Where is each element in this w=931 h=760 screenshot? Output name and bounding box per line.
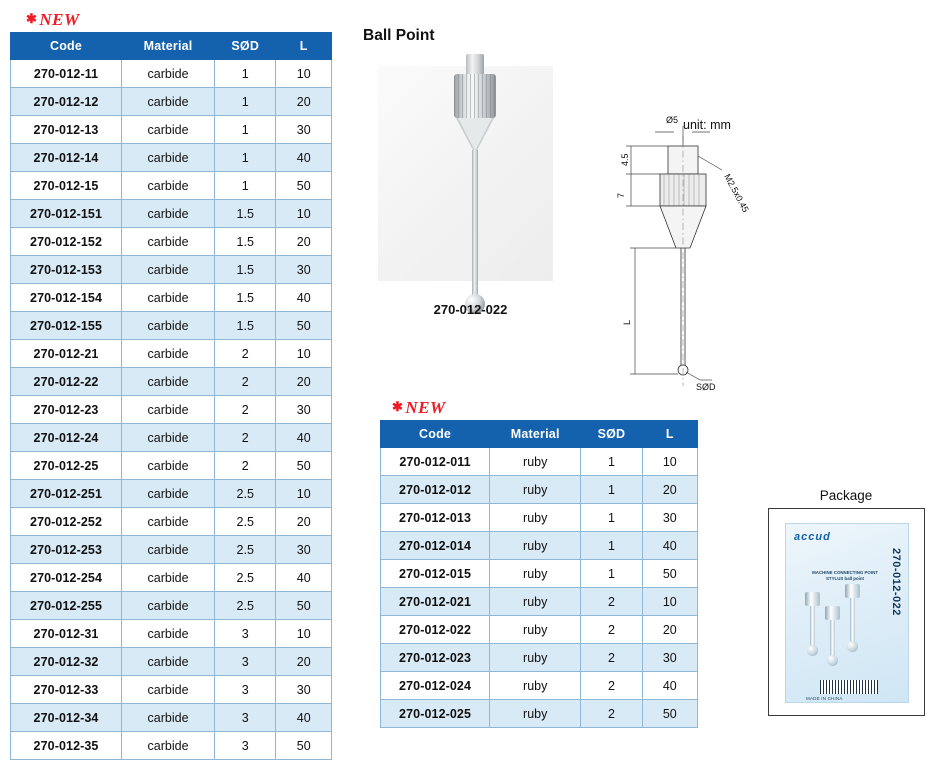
new-badge-carbide (26, 10, 80, 30)
unit-label: unit: mm (683, 118, 731, 132)
cell-l: 40 (276, 564, 332, 592)
cell-sod: 2 (581, 644, 642, 672)
cell-code: 270-012-255 (11, 592, 122, 620)
cell-l: 40 (276, 284, 332, 312)
cell-code: 270-012-31 (11, 620, 122, 648)
table-row (11, 144, 332, 172)
cell-code: 270-012-24 (11, 424, 122, 452)
probe-knurled-body (454, 74, 496, 118)
cell-l: 30 (276, 396, 332, 424)
cell-material: carbide (122, 648, 215, 676)
table-header-row (11, 33, 332, 60)
table-row (381, 588, 698, 616)
cell-l: 30 (276, 536, 332, 564)
cell-l: 20 (276, 228, 332, 256)
cell-l: 50 (276, 172, 332, 200)
cell-material: carbide (122, 340, 215, 368)
package-footer-text: MADE IN CHINA (806, 696, 843, 701)
cell-material: carbide (122, 60, 215, 88)
cell-sod: 1.5 (215, 284, 276, 312)
probe-cone-inner (458, 118, 492, 151)
cell-material: carbide (122, 480, 215, 508)
cell-sod: 1.5 (215, 256, 276, 284)
cell-l: 50 (276, 312, 332, 340)
cell-sod: 3 (215, 648, 276, 676)
cell-material: carbide (122, 536, 215, 564)
cell-material: carbide (122, 228, 215, 256)
cell-code: 270-012-33 (11, 676, 122, 704)
table-row (381, 700, 698, 728)
table-row (11, 60, 332, 88)
cell-code: 270-012-014 (381, 532, 490, 560)
probe-thread (466, 54, 484, 76)
package-probe-2 (830, 618, 835, 660)
cell-sod: 2 (581, 588, 642, 616)
table-row (11, 256, 332, 284)
cell-code: 270-012-023 (381, 644, 490, 672)
cell-sod: 2 (581, 616, 642, 644)
cell-l: 50 (276, 732, 332, 760)
cell-code: 270-012-155 (11, 312, 122, 340)
column-header-code: Code (381, 421, 490, 448)
cell-material: carbide (122, 676, 215, 704)
cell-sod: 1.5 (215, 228, 276, 256)
package-brand-logo: accud (794, 531, 831, 543)
table-row (11, 116, 332, 144)
cell-material: carbide (122, 592, 215, 620)
cell-code: 270-012-022 (381, 616, 490, 644)
cell-l: 20 (276, 368, 332, 396)
cell-l: 50 (642, 560, 697, 588)
cell-code: 270-012-32 (11, 648, 122, 676)
package-barcode (820, 680, 878, 694)
technical-drawing (600, 110, 800, 400)
table-row (11, 648, 332, 676)
new-badge-ruby-label: NEW (405, 398, 446, 417)
table-row (11, 172, 332, 200)
column-header-code: Code (11, 33, 122, 60)
cell-material: carbide (122, 312, 215, 340)
table-row (11, 620, 332, 648)
cell-code: 270-012-154 (11, 284, 122, 312)
cell-sod: 1 (215, 60, 276, 88)
cell-code: 270-012-13 (11, 116, 122, 144)
cell-code: 270-012-152 (11, 228, 122, 256)
cell-sod: 2.5 (215, 536, 276, 564)
cell-sod: 1 (581, 560, 642, 588)
table-row (381, 560, 698, 588)
table-row (11, 312, 332, 340)
cell-code: 270-012-012 (381, 476, 490, 504)
cell-l: 10 (276, 60, 332, 88)
package-blister (785, 523, 909, 703)
cell-code: 270-012-151 (11, 200, 122, 228)
package-probe-1 (810, 604, 815, 650)
cell-code: 270-012-251 (11, 480, 122, 508)
cell-code: 270-012-252 (11, 508, 122, 536)
cell-l: 50 (276, 592, 332, 620)
probe-head (805, 592, 820, 606)
cell-material: ruby (490, 672, 581, 700)
cell-l: 40 (276, 704, 332, 732)
cell-l: 40 (276, 144, 332, 172)
package-code: 270-012-022 (890, 548, 902, 616)
table-row (381, 504, 698, 532)
package-title: Package (819, 488, 873, 503)
cell-material: carbide (122, 704, 215, 732)
table-row (11, 564, 332, 592)
cell-material: ruby (490, 448, 581, 476)
table-row (381, 476, 698, 504)
cell-l: 20 (276, 88, 332, 116)
column-header-l: L (276, 33, 332, 60)
cell-l: 20 (642, 476, 697, 504)
cell-code: 270-012-14 (11, 144, 122, 172)
table-row (11, 200, 332, 228)
cell-sod: 2 (215, 396, 276, 424)
cell-material: ruby (490, 476, 581, 504)
cell-code: 270-012-34 (11, 704, 122, 732)
probe-head (845, 584, 860, 598)
cell-sod: 2 (581, 700, 642, 728)
cell-code: 270-012-024 (381, 672, 490, 700)
table-header-row (381, 421, 698, 448)
table-row (11, 480, 332, 508)
cell-sod: 2 (581, 672, 642, 700)
cell-l: 50 (642, 700, 697, 728)
cell-sod: 1 (581, 448, 642, 476)
table-row (11, 704, 332, 732)
table-row (381, 448, 698, 476)
cell-material: ruby (490, 700, 581, 728)
table-row (11, 228, 332, 256)
carbide-spec-table (10, 32, 332, 760)
cell-code: 270-012-12 (11, 88, 122, 116)
cell-l: 30 (276, 676, 332, 704)
table-row (11, 284, 332, 312)
cell-sod: 1 (215, 88, 276, 116)
cell-material: ruby (490, 532, 581, 560)
table-row (11, 592, 332, 620)
table-row (381, 672, 698, 700)
cell-code: 270-012-15 (11, 172, 122, 200)
cell-code: 270-012-153 (11, 256, 122, 284)
table-row (11, 452, 332, 480)
cell-sod: 3 (215, 620, 276, 648)
package-probe-3 (850, 596, 855, 646)
cell-l: 30 (642, 644, 697, 672)
dimension-tip: SØD (696, 382, 716, 392)
table-row (11, 508, 332, 536)
cell-code: 270-012-11 (11, 60, 122, 88)
cell-sod: 2 (215, 424, 276, 452)
cell-l: 40 (642, 532, 697, 560)
cell-sod: 3 (215, 732, 276, 760)
table-row (381, 616, 698, 644)
star-icon: ✱ (392, 399, 404, 414)
thread-label: M2.5x0.45 (722, 172, 751, 215)
cell-sod: 1 (215, 144, 276, 172)
cell-sod: 3 (215, 676, 276, 704)
cell-l: 40 (642, 672, 697, 700)
cell-material: carbide (122, 88, 215, 116)
cell-code: 270-012-021 (381, 588, 490, 616)
cell-sod: 2.5 (215, 592, 276, 620)
probe-stem (472, 150, 478, 300)
cell-sod: 2.5 (215, 508, 276, 536)
cell-code: 270-012-025 (381, 700, 490, 728)
cell-material: carbide (122, 564, 215, 592)
cell-material: ruby (490, 504, 581, 532)
cell-material: carbide (122, 200, 215, 228)
cell-l: 20 (276, 508, 332, 536)
new-badge-carbide-label: NEW (39, 10, 80, 29)
column-header-sod: SØD (581, 421, 642, 448)
new-badge-ruby (392, 398, 446, 418)
cell-l: 50 (276, 452, 332, 480)
cell-sod: 1 (581, 476, 642, 504)
cell-code: 270-012-25 (11, 452, 122, 480)
table-row (11, 340, 332, 368)
cell-l: 10 (276, 620, 332, 648)
cell-l: 20 (276, 648, 332, 676)
cell-code: 270-012-254 (11, 564, 122, 592)
package-description: MACHINE CONNECTING POINT STYLUS ball point (812, 570, 878, 581)
cell-code: 270-012-23 (11, 396, 122, 424)
cell-sod: 2.5 (215, 564, 276, 592)
cell-code: 270-012-35 (11, 732, 122, 760)
dimension-diameter: Ø5 (666, 115, 679, 125)
column-header-l: L (642, 421, 697, 448)
cell-sod: 2 (215, 452, 276, 480)
cell-code: 270-012-011 (381, 448, 490, 476)
table-row (11, 536, 332, 564)
dimension-head-height: 4.5 (620, 153, 630, 166)
table-row (11, 676, 332, 704)
cell-material: ruby (490, 616, 581, 644)
cell-l: 10 (276, 200, 332, 228)
cell-material: carbide (122, 424, 215, 452)
cell-sod: 1 (215, 116, 276, 144)
column-header-sod: SØD (215, 33, 276, 60)
cell-code: 270-012-015 (381, 560, 490, 588)
cell-l: 10 (276, 480, 332, 508)
cell-l: 10 (276, 340, 332, 368)
cell-material: carbide (122, 732, 215, 760)
cell-l: 10 (642, 588, 697, 616)
cell-material: carbide (122, 284, 215, 312)
column-header-material: Material (490, 421, 581, 448)
cell-sod: 1.5 (215, 312, 276, 340)
cell-material: carbide (122, 508, 215, 536)
dimension-length: L (622, 319, 632, 325)
probe-head (825, 606, 840, 620)
cell-code: 270-012-013 (381, 504, 490, 532)
dimension-knurl-height: 7 (616, 192, 626, 198)
cell-material: carbide (122, 116, 215, 144)
product-photo (378, 48, 563, 293)
table-row (11, 88, 332, 116)
cell-material: ruby (490, 560, 581, 588)
cell-material: carbide (122, 452, 215, 480)
cell-sod: 1 (581, 504, 642, 532)
cell-sod: 3 (215, 704, 276, 732)
table-row (11, 732, 332, 760)
cell-material: carbide (122, 396, 215, 424)
cell-l: 20 (642, 616, 697, 644)
table-row (11, 368, 332, 396)
cell-sod: 2.5 (215, 480, 276, 508)
cell-sod: 1 (581, 532, 642, 560)
cell-material: carbide (122, 368, 215, 396)
cell-sod: 2 (215, 340, 276, 368)
package-image (768, 508, 925, 716)
cell-material: ruby (490, 588, 581, 616)
cell-l: 30 (642, 504, 697, 532)
cell-code: 270-012-22 (11, 368, 122, 396)
cell-material: carbide (122, 172, 215, 200)
cell-sod: 2 (215, 368, 276, 396)
cell-sod: 1 (215, 172, 276, 200)
table-row (381, 532, 698, 560)
cell-code: 270-012-253 (11, 536, 122, 564)
product-photo-caption: 270-012-022 (433, 302, 508, 317)
table-row (381, 644, 698, 672)
cell-sod: 1.5 (215, 200, 276, 228)
cell-l: 30 (276, 116, 332, 144)
cell-l: 30 (276, 256, 332, 284)
cell-material: carbide (122, 620, 215, 648)
cell-l: 10 (642, 448, 697, 476)
cell-material: carbide (122, 256, 215, 284)
table-row (11, 396, 332, 424)
cell-code: 270-012-21 (11, 340, 122, 368)
star-icon: ✱ (26, 11, 38, 26)
column-header-material: Material (122, 33, 215, 60)
table-row (11, 424, 332, 452)
cell-material: ruby (490, 644, 581, 672)
cell-l: 40 (276, 424, 332, 452)
ruby-spec-table (380, 420, 698, 728)
page-title: Ball Point (363, 27, 435, 44)
cell-material: carbide (122, 144, 215, 172)
